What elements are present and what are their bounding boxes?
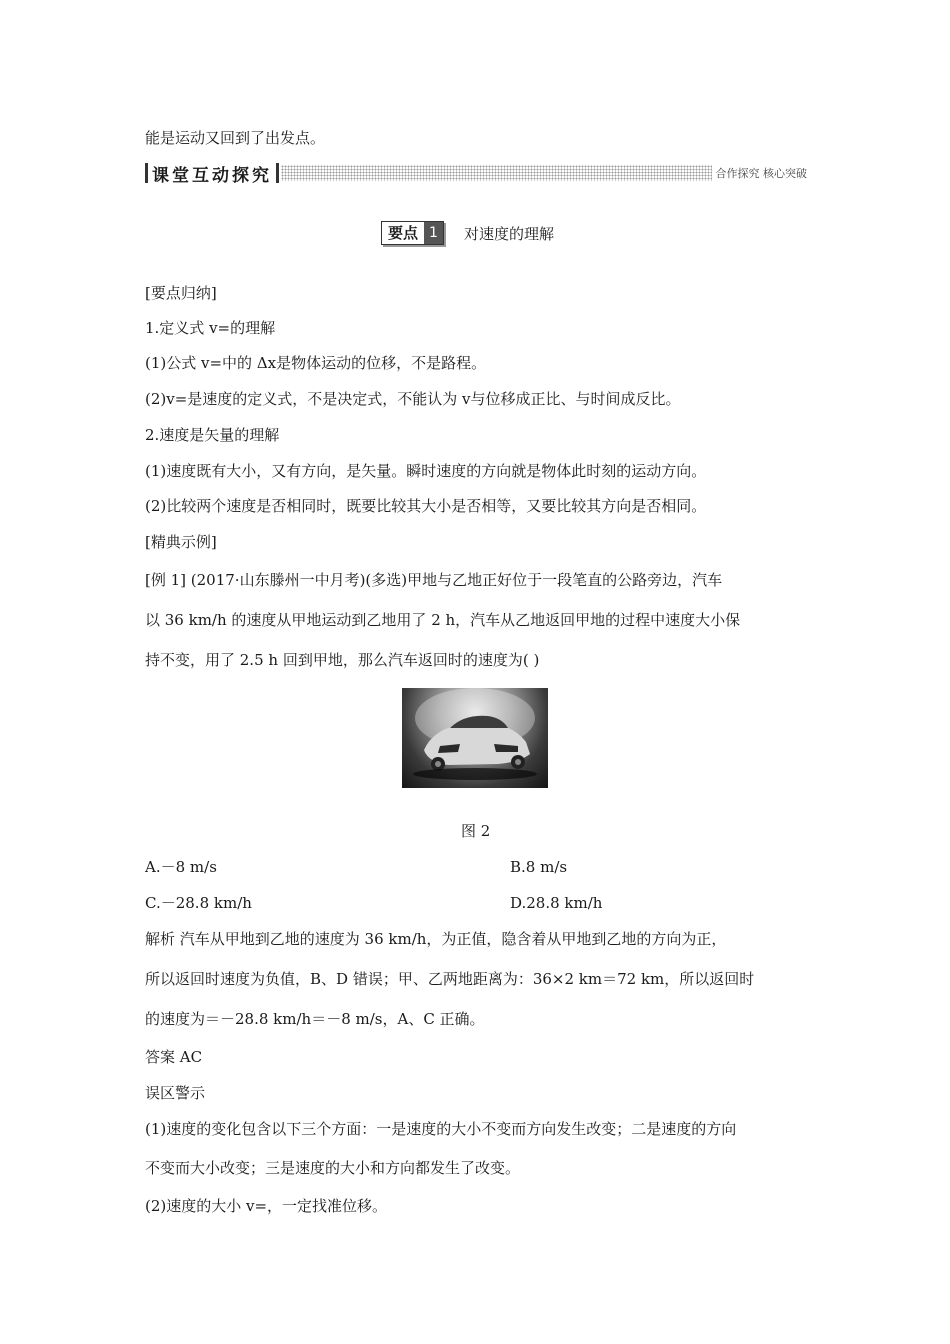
point1-heading: 1.定义式 v=的理解 — [145, 319, 276, 337]
point2-heading: 2.速度是矢量的理解 — [145, 426, 280, 444]
section-bar-divider — [276, 163, 279, 183]
point1-item-b: (2)v=是速度的定义式，不是决定式，不能认为 v与位移成正比、与时间成反比。 — [145, 390, 681, 408]
keypoint-label: 要点 — [382, 222, 424, 244]
intro-line: 能是运动又回到了出发点。 — [145, 129, 326, 147]
car-photo — [402, 688, 548, 788]
keypoint-badge — [381, 221, 444, 245]
section-title: 课堂互动探究 — [152, 165, 272, 186]
warning-item-1a: (1)速度的变化包含以下三个方面：一是速度的大小不变而方向发生改变；二是速度的方向 — [145, 1120, 737, 1138]
section-header — [145, 160, 813, 186]
example-line-2: 以 36 km/h 的速度从甲地运动到乙地用了 2 h，汽车从乙地返回甲地的过程中速度大小保 — [145, 611, 741, 629]
section-bar-mark — [145, 163, 148, 183]
answer-line: 答案 AC — [145, 1048, 203, 1066]
analysis-line-2: 所以返回时速度为负值，B、D 错误；甲、乙两地距离为：36×2 km＝72 km，所以返回时 — [145, 970, 755, 988]
point1-item-a: (1)公式 v=中的 Δx是物体运动的位移，不是路程。 — [145, 354, 487, 372]
example-line-3: 持不变，用了 2.5 h 回到甲地，那么汽车返回时的速度为( ) — [145, 651, 540, 669]
example-line-1: [例 1] (2017·山东滕州一中月考)(多选)甲地与乙地正好位于一段笔直的公路旁边，汽车 — [145, 571, 723, 589]
keypoint-number: 1 — [424, 222, 443, 244]
warning-item-2: (2)速度的大小 v=，一定找准位移。 — [145, 1197, 388, 1215]
warning-item-1b: 不变而大小改变；三是速度的大小和方向都发生了改变。 — [145, 1159, 521, 1177]
summary-heading: [要点归纳] — [145, 284, 217, 302]
option-b: B.8 m/s — [510, 858, 568, 876]
option-d: D.28.8 km/h — [510, 894, 603, 912]
car-illustration — [402, 688, 548, 788]
keypoint-header — [381, 220, 554, 246]
section-subtitle: 合作探究 核心突破 — [712, 165, 814, 181]
figure-caption: 图 2 — [461, 822, 491, 840]
keypoint-title: 对速度的理解 — [463, 224, 554, 243]
point2-item-a: (1)速度既有大小，又有方向，是矢量。瞬时速度的方向就是物体此时刻的运动方向。 — [145, 462, 707, 480]
analysis-line-3: 的速度为＝－28.8 km/h＝－8 m/s，A、C 正确。 — [145, 1010, 485, 1028]
warning-heading: 误区警示 — [145, 1084, 206, 1102]
section-dotted-band — [281, 165, 813, 181]
option-c: C.－28.8 km/h — [145, 894, 252, 912]
example-heading: [精典示例] — [145, 533, 217, 551]
option-a: A.－8 m/s — [145, 858, 217, 876]
point2-item-b: (2)比较两个速度是否相同时，既要比较其大小是否相等，又要比较其方向是否相同。 — [145, 497, 707, 515]
analysis-line-1: 解析 汽车从甲地到乙地的速度为 36 km/h，为正值，隐含着从甲地到乙地的方向为正， — [145, 930, 727, 948]
